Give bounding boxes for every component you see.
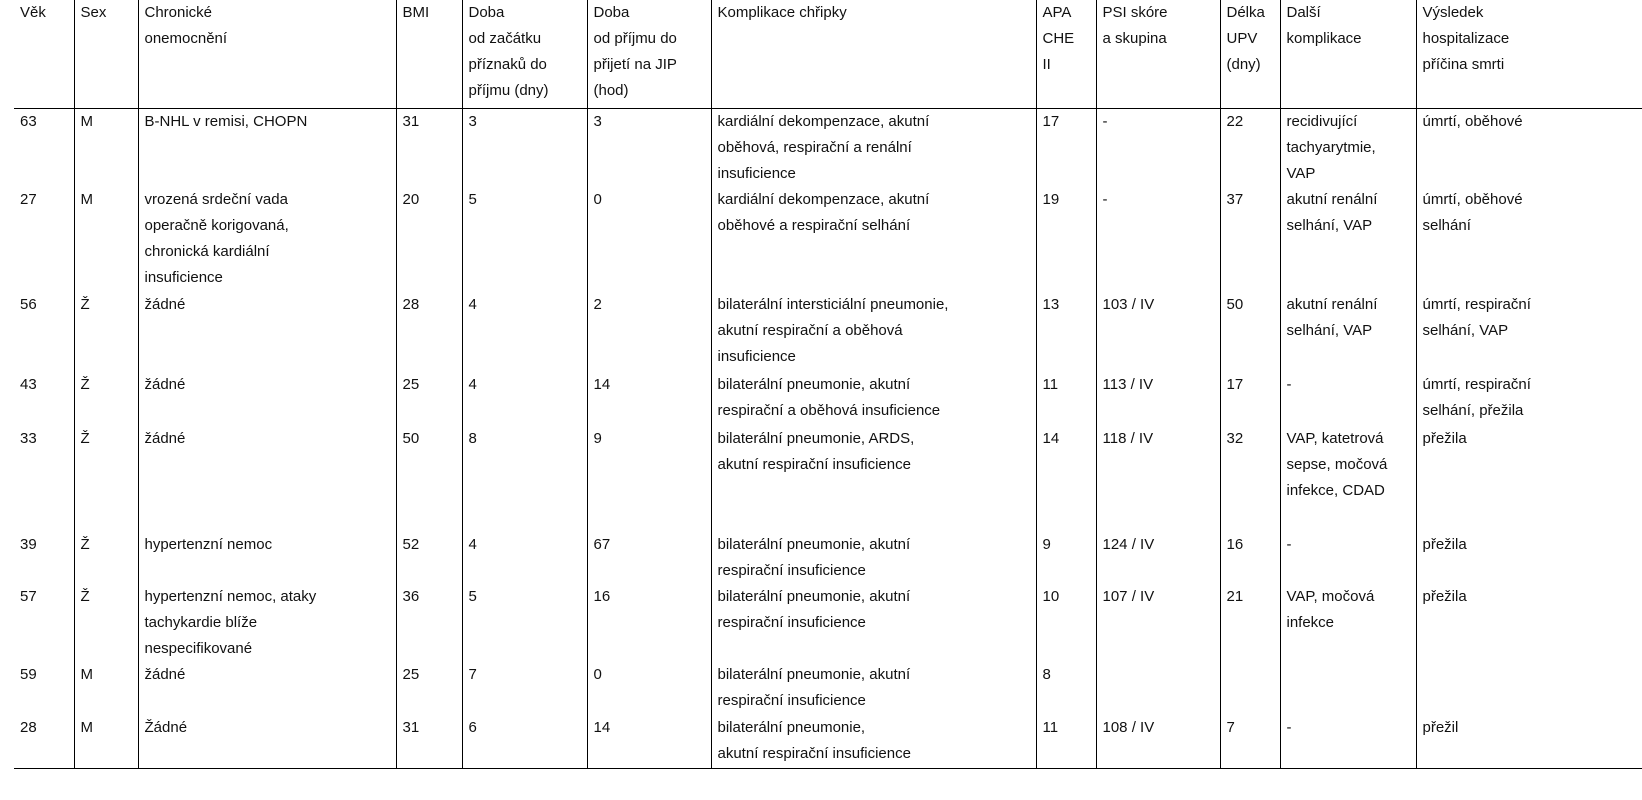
cell-dalsi-komplikace: recidivující tachyarytmie, VAP — [1280, 108, 1416, 187]
cell-komplikace-chripky: bilaterální pneumonie, akutní respirační insuficience — [711, 715, 1036, 768]
cell-vek: 33 — [20, 430, 37, 447]
table-row — [14, 532, 1642, 584]
cell-komplikace-chripky: bilaterální pneumonie, akutní respirační insuficience — [711, 584, 1036, 662]
header-chronicke-onemocneni: Chronické onemocnění — [138, 0, 396, 108]
cell-bmi: 28 — [396, 292, 462, 372]
cell-komplikace-chripky: bilaterální pneumonie, akutní respirační a oběhová insuficience — [711, 372, 1036, 426]
cell-bmi: 36 — [396, 584, 462, 662]
cell-apache: 13 — [1036, 292, 1096, 372]
table-row — [14, 292, 1642, 372]
cell-vek: 63 — [20, 112, 37, 130]
cell-chronicke-onemocneni: Žádné — [138, 715, 396, 768]
cell-delka-upv: 22 — [1220, 108, 1280, 187]
cell-delka-upv: 32 — [1220, 426, 1280, 532]
cell-chronicke-onemocneni: žádné — [138, 662, 396, 715]
cell-apache: 14 — [1036, 426, 1096, 532]
cell-delka-upv: 16 — [1220, 532, 1280, 584]
header-apache: APA CHE II — [1036, 0, 1096, 108]
cell-vysledek: úmrtí, respirační selhání, přežila — [1416, 372, 1642, 426]
cell-vek: 28 — [14, 715, 74, 768]
cell-apache: 11 — [1036, 715, 1096, 768]
cell-bmi: 20 — [396, 187, 462, 292]
cell-sex: Ž — [74, 426, 138, 532]
cell-sex: M — [74, 715, 138, 768]
cell-doba-priznaku: 4 — [462, 372, 587, 426]
cell-dalsi-komplikace: - — [1280, 532, 1416, 584]
cell-chronicke-onemocneni: žádné — [138, 372, 396, 426]
cell-delka-upv: 17 — [1220, 372, 1280, 426]
cell-vysledek: úmrtí, oběhové — [1416, 108, 1642, 187]
cell-vysledek: úmrtí, respirační selhání, VAP — [1416, 292, 1642, 372]
cell-sex: Ž — [74, 292, 138, 372]
cell-komplikace-chripky: bilaterální pneumonie, akutní respirační insuficience — [711, 532, 1036, 584]
cell-vek: 56 — [20, 296, 37, 313]
cell-delka-upv: 37 — [1220, 187, 1280, 292]
header-vek: Věk — [14, 0, 74, 108]
cell-psi-skore: 107 / IV — [1096, 584, 1220, 662]
patient-table — [14, 0, 1642, 769]
cell-apache: 8 — [1036, 662, 1096, 715]
header-delka-upv: Délka UPV (dny) — [1220, 0, 1280, 108]
table-row — [14, 372, 1642, 426]
header-row — [14, 0, 1642, 108]
cell-doba-jip: 14 — [587, 715, 711, 768]
cell-doba-priznaku: 4 — [462, 292, 587, 372]
cell-vysledek — [1416, 662, 1642, 715]
cell-bmi: 52 — [396, 532, 462, 584]
table-row — [14, 715, 1642, 768]
table-row — [14, 187, 1642, 292]
cell-vek: 57 — [20, 588, 37, 605]
cell-psi-skore: 108 / IV — [1096, 715, 1220, 768]
header-psi-skore: PSI skóre a skupina — [1096, 0, 1220, 108]
header-doba-priznaku: Doba od začátku příznaků do příjmu (dny) — [462, 0, 587, 108]
cell-doba-jip: 16 — [587, 584, 711, 662]
cell-doba-priznaku: 5 — [462, 187, 587, 292]
cell-delka-upv — [1220, 662, 1280, 715]
cell-chronicke-onemocneni: žádné — [138, 292, 396, 372]
cell-delka-upv: 7 — [1220, 715, 1280, 768]
cell-komplikace-chripky: bilaterální pneumonie, akutní respirační insuficience — [711, 662, 1036, 715]
cell-doba-jip: 0 — [587, 662, 711, 715]
cell-dalsi-komplikace: - — [1280, 372, 1416, 426]
cell-psi-skore: - — [1096, 187, 1220, 292]
cell-dalsi-komplikace — [1280, 662, 1416, 715]
cell-doba-priznaku: 5 — [462, 584, 587, 662]
cell-doba-priznaku: 8 — [462, 426, 587, 532]
header-dalsi-komplikace: Další komplikace — [1280, 0, 1416, 108]
table-row — [14, 584, 1642, 662]
cell-vysledek: přežila — [1416, 426, 1642, 532]
cell-doba-jip: 67 — [587, 532, 711, 584]
header-bmi: BMI — [396, 0, 462, 108]
cell-sex: M — [74, 187, 138, 292]
cell-doba-priznaku: 3 — [462, 108, 587, 187]
cell-bmi: 25 — [396, 662, 462, 715]
cell-delka-upv: 50 — [1220, 292, 1280, 372]
cell-doba-priznaku: 6 — [462, 715, 587, 768]
cell-sex: M — [74, 108, 138, 187]
cell-psi-skore: 118 / IV — [1096, 426, 1220, 532]
cell-psi-skore: - — [1096, 108, 1220, 187]
cell-doba-priznaku: 7 — [462, 662, 587, 715]
cell-doba-jip: 9 — [587, 426, 711, 532]
cell-apache: 19 — [1036, 187, 1096, 292]
cell-apache: 17 — [1036, 108, 1096, 187]
cell-bmi: 25 — [396, 372, 462, 426]
cell-delka-upv: 21 — [1220, 584, 1280, 662]
cell-dalsi-komplikace: akutní renální selhání, VAP — [1280, 292, 1416, 372]
cell-dalsi-komplikace: - — [1280, 715, 1416, 768]
cell-bmi: 50 — [396, 426, 462, 532]
cell-bmi: 31 — [396, 715, 462, 768]
cell-vysledek: přežil — [1416, 715, 1642, 768]
cell-psi-skore: 113 / IV — [1096, 372, 1220, 426]
cell-sex: Ž — [74, 372, 138, 426]
cell-doba-priznaku: 4 — [462, 532, 587, 584]
cell-doba-jip: 3 — [587, 108, 711, 187]
cell-dalsi-komplikace: akutní renální selhání, VAP — [1280, 187, 1416, 292]
cell-vek: 27 — [20, 191, 37, 208]
cell-apache: 9 — [1036, 532, 1096, 584]
cell-komplikace-chripky: kardiální dekompenzace, akutní oběhová, respirační a renální insuficience — [711, 108, 1036, 187]
header-sex: Sex — [74, 0, 138, 108]
cell-komplikace-chripky: bilaterální intersticiální pneumonie, akutní respirační a oběhová insuficience — [711, 292, 1036, 372]
cell-apache: 10 — [1036, 584, 1096, 662]
cell-psi-skore — [1096, 662, 1220, 715]
cell-chronicke-onemocneni: B-NHL v remisi, CHOPN — [138, 108, 396, 187]
cell-doba-jip: 14 — [587, 372, 711, 426]
cell-chronicke-onemocneni: hypertenzní nemoc — [138, 532, 396, 584]
table-row — [14, 426, 1642, 532]
cell-vysledek: přežila — [1416, 584, 1642, 662]
cell-sex: M — [74, 662, 138, 715]
cell-dalsi-komplikace: VAP, katetrová sepse, močová infekce, CDAD — [1280, 426, 1416, 532]
table-row — [14, 108, 1642, 187]
cell-vek: 59 — [20, 666, 37, 683]
cell-vek: 39 — [20, 536, 37, 553]
cell-sex: Ž — [74, 532, 138, 584]
cell-sex: Ž — [74, 584, 138, 662]
cell-vysledek: přežila — [1416, 532, 1642, 584]
cell-psi-skore: 103 / IV — [1096, 292, 1220, 372]
header-komplikace-chripky: Komplikace chřipky — [711, 0, 1036, 108]
header-doba-jip: Doba od příjmu do přijetí na JIP (hod) — [587, 0, 711, 108]
cell-doba-jip: 2 — [587, 292, 711, 372]
table-row — [14, 662, 1642, 715]
cell-psi-skore: 124 / IV — [1096, 532, 1220, 584]
cell-chronicke-onemocneni: hypertenzní nemoc, ataky tachykardie blíže nespecifikované — [138, 584, 396, 662]
cell-dalsi-komplikace: VAP, močová infekce — [1280, 584, 1416, 662]
cell-chronicke-onemocneni: vrozená srdeční vada operačně korigovaná, chronická kardiální insuficience — [138, 187, 396, 292]
cell-komplikace-chripky: bilaterální pneumonie, ARDS, akutní respirační insuficience — [711, 426, 1036, 532]
cell-vysledek: úmrtí, oběhové selhání — [1416, 187, 1642, 292]
header-vysledek: Výsledek hospitalizace příčina smrti — [1416, 0, 1642, 108]
cell-doba-jip: 0 — [587, 187, 711, 292]
cell-bmi: 31 — [396, 108, 462, 187]
cell-apache: 11 — [1036, 372, 1096, 426]
cell-komplikace-chripky: kardiální dekompenzace, akutní oběhové a respirační selhání — [711, 187, 1036, 292]
cell-vek: 43 — [20, 376, 37, 393]
cell-chronicke-onemocneni: žádné — [138, 426, 396, 532]
